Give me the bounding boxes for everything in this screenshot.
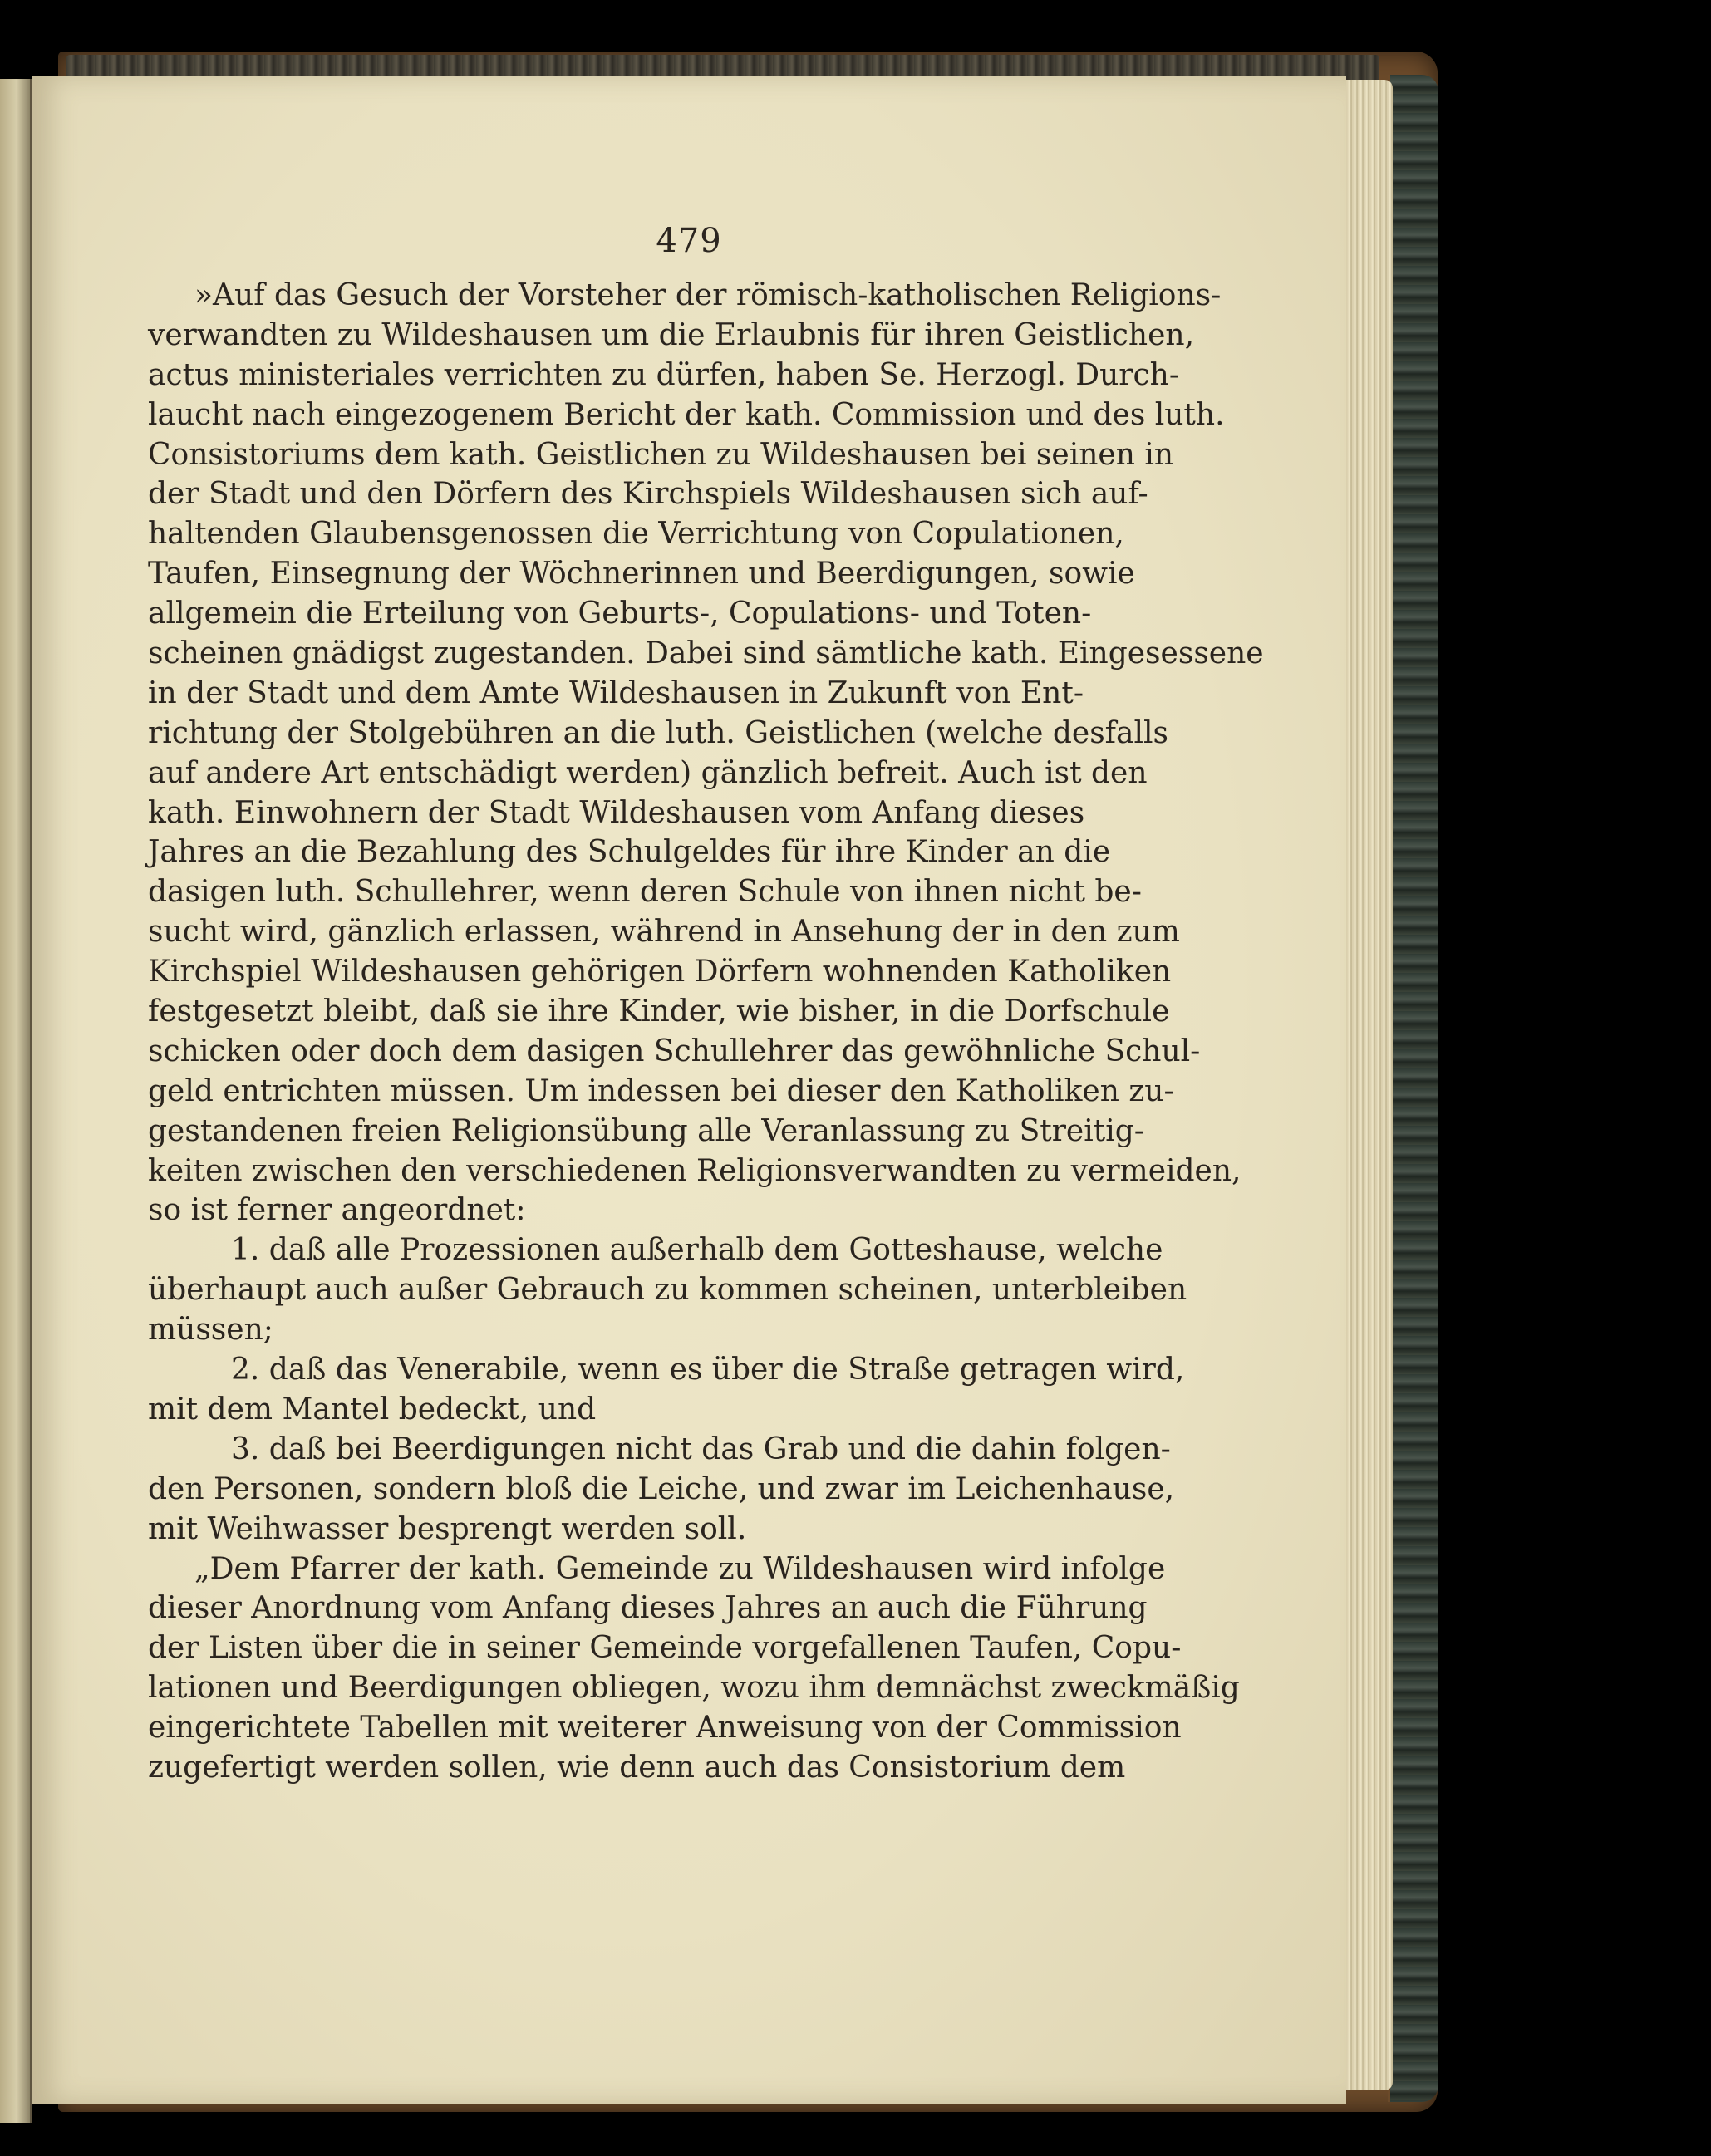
text-line: Taufen, Einsegnung der Wöchnerinnen und Beerdigungen, sowie — [148, 557, 1135, 592]
text-line: sucht wird, gänzlich erlassen, während in Ansehung der in den zum — [148, 915, 1180, 950]
text-line: scheinen gnädigst zugestanden. Dabei sind sämtliche kath. Eingesessene — [148, 636, 1264, 671]
text-line: 3. daß bei Beerdigungen nicht das Grab und die dahin folgen- — [231, 1432, 1171, 1466]
text-line: actus ministeriales verrichten zu dürfen, haben Se. Herzogl. Durch- — [148, 357, 1180, 392]
text-line: geld entrichten müssen. Um indessen bei dieser den Katholiken zu- — [148, 1073, 1174, 1108]
text-line: den Personen, sondern bloß die Leiche, und zwar im Leichenhause, — [148, 1471, 1175, 1506]
facing-page-edge — [0, 79, 32, 2123]
text-line: dieser Anordnung vom Anfang dieses Jahres an auch die Führung — [148, 1591, 1148, 1626]
text-line: müssen; — [148, 1313, 273, 1348]
text-line: zugefertigt werden sollen, wie denn auch das Consistorium dem — [148, 1750, 1126, 1785]
text-line: schicken oder doch dem dasigen Schullehrer das gewöhnliche Schul- — [148, 1034, 1201, 1068]
text-line: „Dem Pfarrer der kath. Gemeinde zu Wildeshausen wird infolge — [194, 1551, 1166, 1586]
text-line: 2. daß das Venerabile, wenn es über die Straße getragen wird, — [231, 1353, 1185, 1387]
text-line: Kirchspiel Wildeshausen gehörigen Dörfern wohnenden Katholiken — [148, 955, 1172, 990]
text-line: auf andere Art entschädigt werden) gänzlich befreit. Auch ist den — [148, 755, 1148, 790]
text-line: gestandenen freien Religionsübung alle Veranlassung zu Streitig- — [148, 1113, 1144, 1148]
text-line: 1. daß alle Prozessionen außerhalb dem Gotteshause, welche — [231, 1233, 1163, 1268]
text-line: keiten zwischen den verschiedenen Religionsverwandten zu vermeiden, — [148, 1153, 1241, 1188]
text-line: der Listen über die in seiner Gemeinde vorgefallenen Taufen, Copu- — [148, 1631, 1182, 1666]
body-text — [148, 276, 1264, 1788]
cover-edge-marbled — [1388, 75, 1438, 2102]
text-line: mit Weihwasser besprengt werden soll. — [148, 1511, 747, 1546]
text-line: festgesetzt bleibt, daß sie ihre Kinder, wie bisher, in die Dorfschule — [148, 995, 1170, 1029]
text-line: verwandten zu Wildeshausen um die Erlaubnis für ihren Geistlichen, — [148, 317, 1195, 352]
text-line: laucht nach eingezogenem Bericht der kath. Commission und des luth. — [148, 397, 1225, 432]
text-line: in der Stadt und dem Amte Wildeshausen in Zukunft von Ent- — [148, 675, 1084, 710]
text-line: haltenden Glaubensgenossen die Verrichtung von Copulationen, — [148, 517, 1124, 552]
book-page — [32, 76, 1346, 2104]
text-line: allgemein die Erteilung von Geburts-, Copulations- und Toten- — [148, 597, 1092, 631]
text-line: so ist ferner angeordnet: — [148, 1193, 526, 1228]
text-line: dasigen luth. Schullehrer, wenn deren Schule von ihnen nicht be- — [148, 875, 1142, 910]
text-line: richtung der Stolgebühren an die luth. Geistlichen (welche desfalls — [148, 715, 1168, 750]
text-line: kath. Einwohnern der Stadt Wildeshausen vom Anfang dieses — [148, 795, 1085, 830]
text-line: »Auf das Gesuch der Vorsteher der römisch-katholischen Religions- — [194, 278, 1222, 312]
page-number: 479 — [656, 222, 722, 260]
text-line: überhaupt auch außer Gebrauch zu kommen scheinen, unterbleiben — [148, 1273, 1187, 1308]
text-line: Jahres an die Bezahlung des Schulgeldes für ihre Kinder an die — [148, 835, 1111, 870]
text-line: Consistoriums dem kath. Geistlichen zu Wildeshausen bei seinen in — [148, 437, 1174, 472]
text-line: lationen und Beerdigungen obliegen, wozu ihm demnächst zweckmäßig — [148, 1671, 1240, 1706]
text-line: der Stadt und den Dörfern des Kirchspiels Wildeshausen sich auf- — [148, 477, 1148, 512]
text-line: mit dem Mantel bedeckt, und — [148, 1392, 597, 1427]
text-line: eingerichtete Tabellen mit weiterer Anweisung von der Commission — [148, 1711, 1182, 1746]
